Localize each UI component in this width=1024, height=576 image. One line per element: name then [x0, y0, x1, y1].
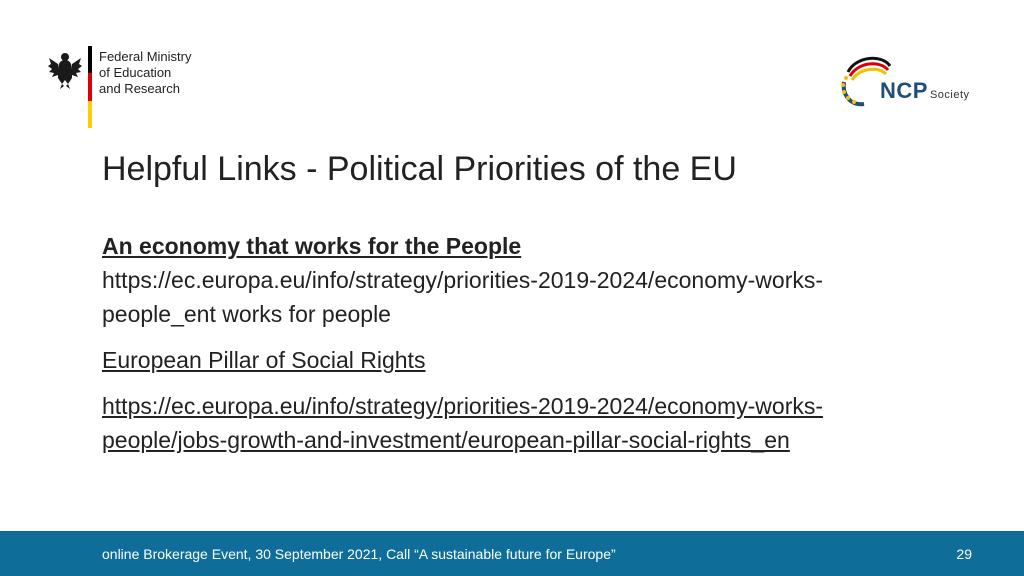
page-number: 29	[956, 546, 972, 562]
slide-content	[102, 229, 972, 457]
ncp-logo-main: NCP	[880, 78, 928, 103]
ministry-line-1: Federal Ministry	[99, 49, 192, 64]
ministry-name	[99, 49, 259, 97]
federal-eagle-icon	[48, 50, 82, 90]
ministry-line-3: and Research	[99, 81, 180, 96]
german-flag-bar	[88, 46, 92, 128]
economy-url-line-1: https://ec.europa.eu/info/strategy/priorities-2019-2024/economy-works-	[102, 267, 824, 293]
ministry-line-2: of Education	[99, 65, 172, 80]
pillar-url-line-2[interactable]: people/jobs-growth-and-investment/european-pillar-social-rights_en	[102, 427, 790, 453]
economy-heading-link[interactable]: An economy that works for the People	[102, 233, 522, 259]
slide-title: Helpful Links - Political Priorities of the EU	[102, 150, 737, 188]
pillar-url-line-1[interactable]: https://ec.europa.eu/info/strategy/priorities-2019-2024/economy-works-	[102, 393, 824, 419]
footer-bar	[0, 531, 1024, 576]
pillar-social-rights-link[interactable]: European Pillar of Social Rights	[102, 347, 426, 373]
ncp-society-logo	[838, 52, 968, 112]
economy-url-line-2: people_ent works for people	[102, 301, 391, 327]
footer-event-text: online Brokerage Event, 30 September 2021, Call “A sustainable future for Europe”	[102, 546, 616, 562]
ncp-logo-text	[880, 78, 970, 104]
ncp-logo-sub: Society	[929, 89, 970, 101]
